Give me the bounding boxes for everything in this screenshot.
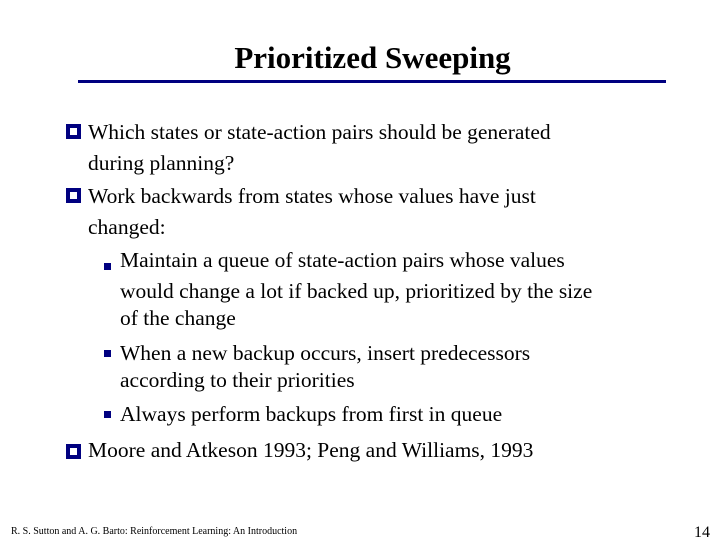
slide-title: Prioritized Sweeping [234, 40, 511, 75]
bullet-line: during planning? [88, 151, 235, 175]
square-bullet-icon [66, 444, 81, 459]
small-square-bullet-icon [104, 411, 111, 418]
sub-bullet-line: of the change [120, 306, 236, 330]
bullet-line: Moore and Atkeson 1993; Peng and Williams, 1993 [88, 438, 534, 462]
bullet-line: Work backwards from states whose values have just [88, 184, 536, 208]
small-square-bullet-icon [104, 350, 111, 357]
sub-bullet-line: When a new backup occurs, insert predecessors [120, 341, 531, 365]
bullet-line: Which states or state-action pairs should be generated [88, 120, 551, 144]
footer-citation: R. S. Sutton and A. G. Barto: Reinforcement Learning: An Introduction [11, 526, 298, 537]
small-square-bullet-icon [104, 263, 111, 270]
sub-bullet-line: Maintain a queue of state-action pairs whose values [120, 248, 565, 272]
bullet-line: changed: [88, 215, 166, 239]
page-number: 14 [694, 524, 710, 541]
sub-bullet-line: Always perform backups from first in queue [120, 402, 503, 426]
sub-bullet-line: would change a lot if backed up, prioritized by the size [120, 279, 593, 303]
square-bullet-icon [66, 124, 81, 139]
sub-bullet-line: according to their priorities [120, 368, 355, 392]
square-bullet-icon [66, 188, 81, 203]
